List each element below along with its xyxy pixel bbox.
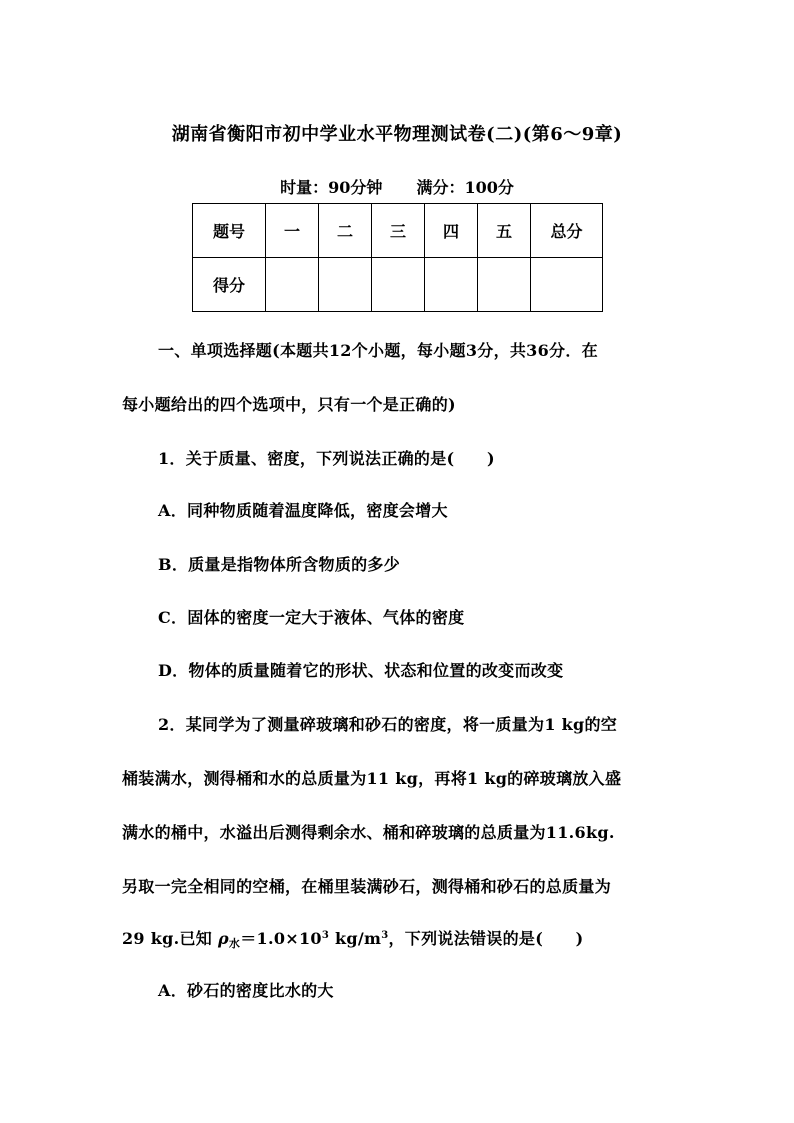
question-2-line-5 — [122, 926, 584, 951]
exponent: 3 — [321, 930, 330, 941]
score-table-header-cell: 一 — [266, 204, 319, 258]
question-2-line-3: 满水的桶中，水溢出后测得剩余水、桶和碎玻璃的总质量为11.6kg. — [122, 823, 615, 842]
score-table-score-row — [193, 258, 603, 312]
score-table-header-cell: 五 — [478, 204, 531, 258]
score-table-header-cell: 二 — [319, 204, 372, 258]
question-1-option-b: B．质量是指物体所含物质的多少 — [158, 555, 401, 574]
question-1-stem: 1．关于质量、密度，下列说法正确的是( ) — [158, 449, 495, 468]
question-1-option-a: A．同种物质随着温度降低，密度会增大 — [158, 501, 448, 520]
score-cell — [478, 258, 531, 312]
page-title: 湖南省衡阳市初中学业水平物理测试卷(二)(第6～9章) — [171, 124, 623, 145]
question-1-option-d: D．物体的质量随着它的形状、状态和位置的改变而改变 — [158, 661, 564, 680]
score-cell — [266, 258, 319, 312]
score-table-header-row — [193, 204, 603, 258]
score-cell — [372, 258, 425, 312]
section-heading-cont: 每小题给出的四个选项中，只有一个是正确的) — [122, 395, 456, 414]
rho-symbol: ρ — [217, 929, 229, 948]
score-cell — [319, 258, 372, 312]
time-limit: 时量：90分钟 — [280, 178, 383, 197]
q2-text-d: ，下列说法错误的是( ) — [388, 929, 584, 948]
score-table-header-cell: 总分 — [531, 204, 603, 258]
q2-text-b: ＝1.0×10 — [240, 929, 322, 948]
q2-text-a: 29 kg.已知 — [122, 929, 213, 948]
score-cell — [425, 258, 478, 312]
rho-subscript: 水 — [228, 937, 241, 950]
q2-text-c: kg/m — [329, 929, 382, 948]
exponent-unit: 3 — [381, 930, 389, 941]
question-2-line-1: 2．某同学为了测量碎玻璃和砂石的密度，将一质量为1 kg的空 — [158, 715, 618, 734]
full-score: 满分：100分 — [416, 178, 514, 197]
question-2-line-4: 另取一完全相同的空桶，在桶里装满砂石，测得桶和砂石的总质量为 — [122, 877, 612, 896]
score-table-header-cell: 四 — [425, 204, 478, 258]
score-table-header-cell: 三 — [372, 204, 425, 258]
score-table-header-cell: 题号 — [193, 204, 266, 258]
question-2-option-a: A．砂石的密度比水的大 — [158, 981, 334, 1000]
question-1-option-c: C．固体的密度一定大于液体、气体的密度 — [158, 608, 465, 627]
score-table — [192, 203, 603, 312]
score-row-label: 得分 — [193, 258, 266, 312]
exam-meta — [0, 175, 794, 198]
question-2-line-2: 桶装满水，测得桶和水的总质量为11 kg，再将1 kg的碎玻璃放入盛 — [122, 769, 622, 788]
score-cell — [531, 258, 603, 312]
section-heading: 一、单项选择题(本题共12个小题，每小题3分，共36分．在 — [158, 341, 598, 360]
